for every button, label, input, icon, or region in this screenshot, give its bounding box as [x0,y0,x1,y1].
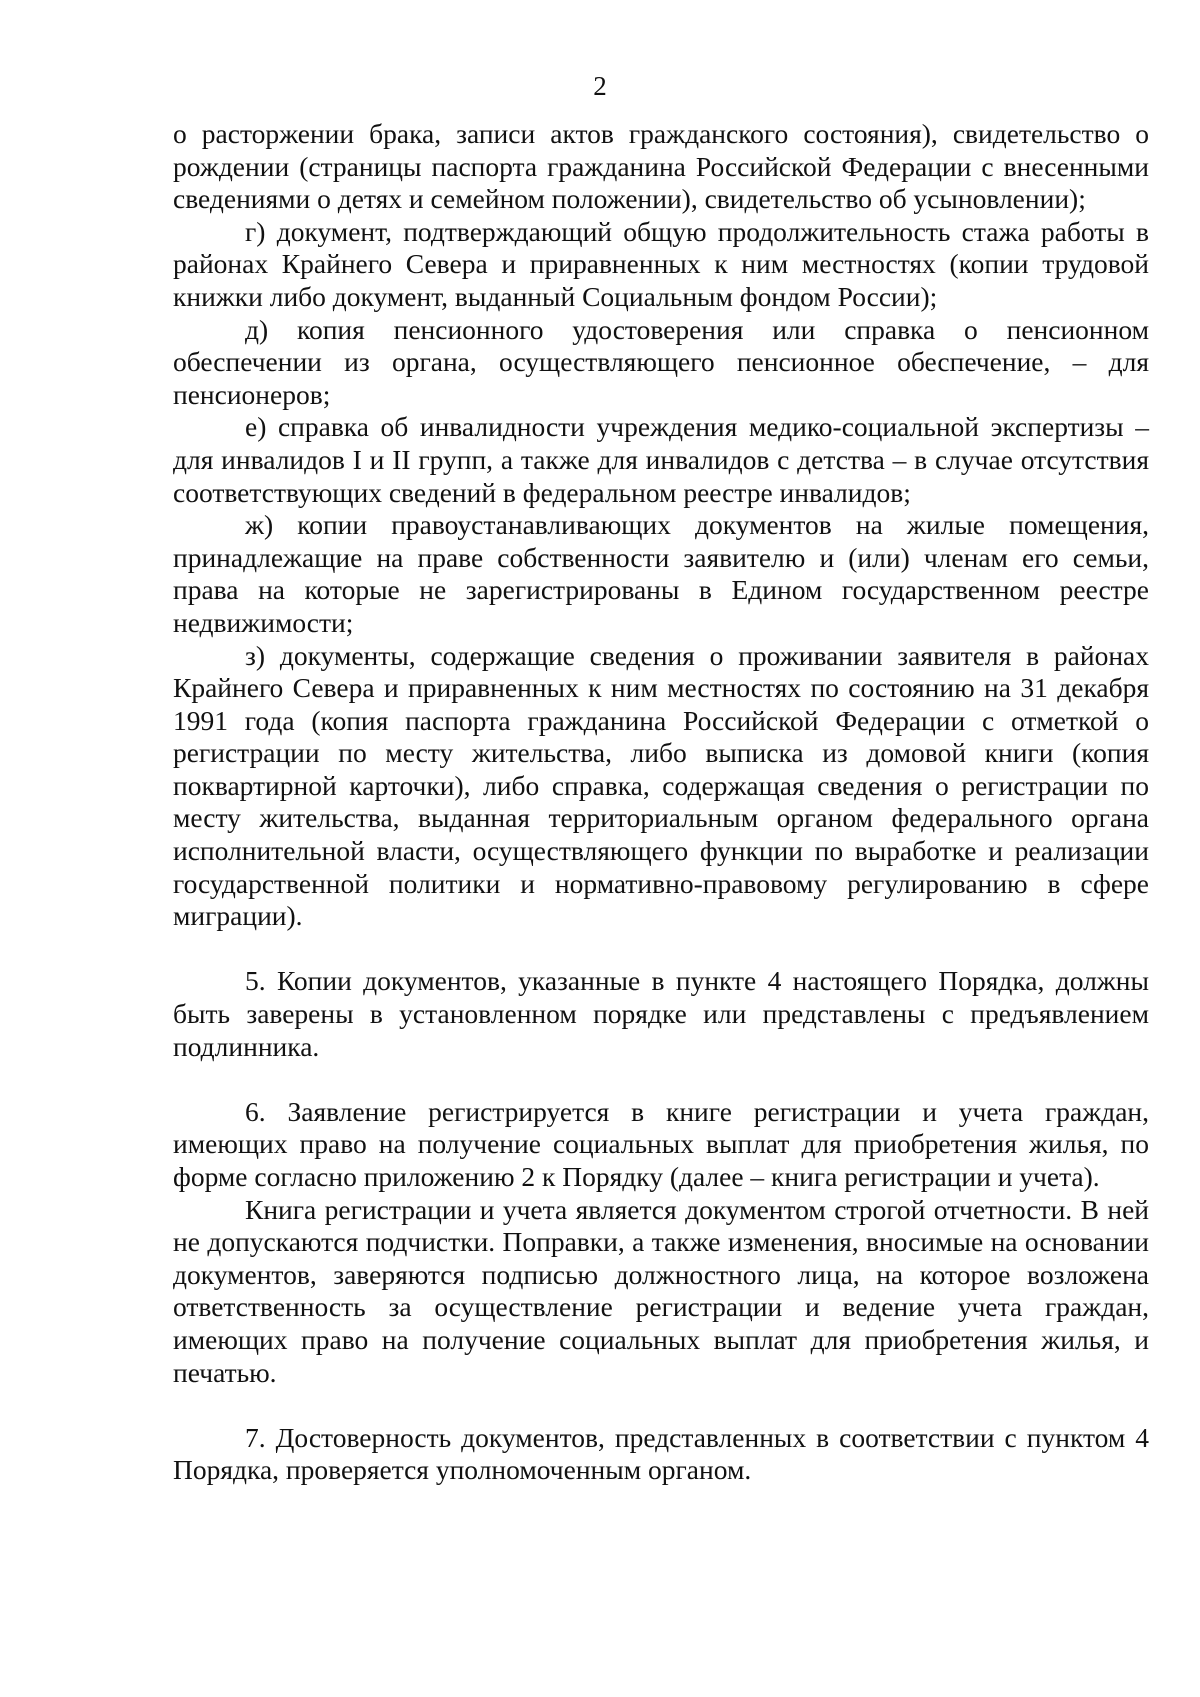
paragraph-clause-6-book: Книга регистрации и учета является документом строгой отчетности. В ней не допускаются подчистки. Поправки, а также изменения, вносимые на основании документов, заверяются подписью должностного лица, на которое возложена ответственность за осуществление регистрации и ведение учета граждан, имеющих право на получение социальных выплат для приобретения жилья, и печатью. [173,1193,1149,1388]
paragraph-item-zh: ж) копии правоустанавливающих документов на жилые помещения, принадлежащие на праве собственности заявителю и (или) членам его семьи, права на которые не зарегистрированы в Едином государственном реестре недвижимости; [173,509,1149,638]
paragraph-item-g: г) документ, подтверждающий общую продолжительность стажа работы в районах Крайнего Севера и приравненных к ним местностях (копии трудовой книжки либо документ, выданный Социальным фондом России); [173,215,1149,312]
paragraph-item-e: е) справка об инвалидности учреждения медико-социальной экспертизы – для инвалидов I и II групп, а также для инвалидов с детства – в случае отсутствия соответствующих сведений в федеральном реестре инвалидов; [173,411,1149,508]
paragraph-item-z: з) документы, содержащие сведения о проживании заявителя в районах Крайнего Севера и приравненных к ним местностях по состоянию на 31 декабря 1991 года (копия паспорта гражданина Российской Федерации с отметкой о регистрации по месту жительства, либо выписка из домовой книги (копия поквартирной карточки), либо справка, содержащая сведения о регистрации по месту жительства, выданная территориальным органом федерального органа исполнительной власти, осуществляющего функции по выработке и реализации государственной политики и нормативно-правовому регулированию в сфере миграции). [173,639,1149,932]
document-body [173,118,1149,1487]
paragraph-clause-5: 5. Копии документов, указанные в пункте 4 настоящего Порядка, должны быть заверены в установленном порядке или представлены с предъявлением подлинника. [173,965,1149,1062]
paragraph-continuation-birth-records: о расторжении брака, записи актов гражданского состояния), свидетельство о рождении (страницы паспорта гражданина Российской Федерации с внесенными сведениями о детях и семейном положении), свидетельство об усыновлении); [173,118,1149,215]
paragraph-clause-7: 7. Достоверность документов, представленных в соответствии с пунктом 4 Порядка, проверяется уполномоченным органом. [173,1421,1149,1486]
paragraph-item-d: д) копия пенсионного удостоверения или справка о пенсионном обеспечении из органа, осуществляющего пенсионное обеспечение, – для пенсионеров; [173,313,1149,410]
paragraph-clause-6: 6. Заявление регистрируется в книге регистрации и учета граждан, имеющих право на получение социальных выплат для приобретения жилья, по форме согласно приложению 2 к Порядку (далее – книга регистрации и учета). [173,1095,1149,1192]
page-number: 2 [593,71,607,101]
